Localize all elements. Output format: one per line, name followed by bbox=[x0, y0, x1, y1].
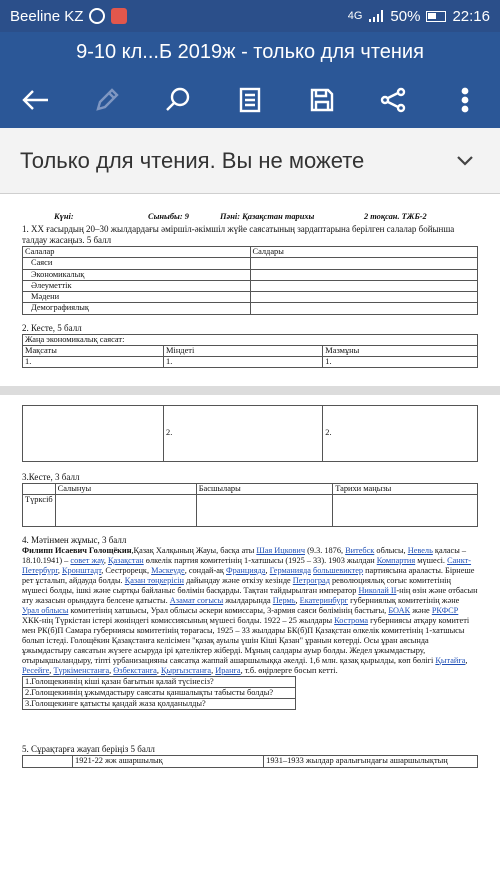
table-cell: 2.Голощекиннің ұжымдастыру саясаты қаншалықты табысты болды? bbox=[23, 687, 296, 698]
table-cell: 2. bbox=[323, 406, 478, 462]
text-link[interactable]: Мәскеуде bbox=[151, 566, 185, 576]
text-span: , bbox=[49, 665, 54, 675]
text-span: , bbox=[465, 655, 468, 665]
text-link[interactable]: Шая Ицкович bbox=[256, 546, 306, 556]
status-bar bbox=[0, 0, 500, 32]
text-link[interactable]: Петроград bbox=[292, 576, 330, 586]
text-link[interactable]: Кронштадт bbox=[61, 566, 102, 576]
table-famine bbox=[22, 755, 478, 767]
text-span: мүшесі. bbox=[415, 556, 448, 566]
table-cell bbox=[55, 495, 196, 527]
text-span: партиясына араласты. Бірнеше рет ұсталып, айдауда болды. bbox=[22, 566, 475, 586]
table-title: Жаңа экономикалық саясат: bbox=[23, 334, 478, 345]
text-link[interactable]: Ресейге bbox=[22, 665, 50, 675]
table-cell: 1. bbox=[164, 357, 323, 368]
save-button[interactable] bbox=[305, 83, 339, 117]
text-span: дайындау және өткізу кезінде bbox=[184, 576, 293, 586]
text-span: , bbox=[109, 665, 114, 675]
table-header: 1921-22 жж ашаршылық bbox=[73, 756, 264, 767]
table-header: Мақсаты bbox=[23, 345, 164, 356]
table-header: Мазмұны bbox=[323, 345, 478, 356]
reading-view-icon bbox=[239, 87, 261, 113]
text-link[interactable]: Түркіменстанға bbox=[53, 665, 110, 675]
table-cell: 1. bbox=[23, 357, 164, 368]
more-icon bbox=[461, 87, 469, 113]
text-span: -нің өзін және отбасын ату жазасын орындауға белсене қатысты. bbox=[22, 586, 478, 605]
text-link[interactable]: Қазақстан bbox=[107, 556, 144, 566]
table-cell bbox=[250, 258, 478, 269]
battery-percent: 50% bbox=[390, 7, 421, 25]
table-cell: Экономикалық bbox=[23, 269, 251, 280]
text-span: қаласы – 18.10.1941) – bbox=[22, 546, 467, 566]
table-turksib bbox=[22, 483, 478, 527]
text-link[interactable]: Қырғызстанға bbox=[160, 665, 212, 675]
text-link[interactable]: большевиктер bbox=[313, 566, 364, 576]
text-link[interactable]: РКФСР bbox=[431, 605, 459, 615]
text-span: жылдарында bbox=[223, 595, 273, 605]
worksheet-header bbox=[54, 212, 478, 222]
text-span: комитетінің хатшысы, Урал облысы әскери комиссары, 3-армия саяси бөлімінің бастығы, bbox=[68, 605, 389, 615]
table-header: 1931–1933 жылдар аралығындағы ашаршылықтың bbox=[264, 756, 478, 767]
text-span: губерниялық комитетінің және bbox=[348, 595, 460, 605]
table-cell: 1.Голощекиннің кіші қазан бағытын қалай түсінесіз? bbox=[23, 676, 296, 687]
text-span: , Сестрорецк, bbox=[101, 566, 152, 576]
back-icon bbox=[21, 89, 49, 111]
text-link[interactable]: Урал облысы bbox=[22, 605, 69, 615]
question-1: 1. XX ғасырдың 20–30 жылдардағы әміршіл-әкімшіл жүйе саясатының зардаптарына берілген салалар бойынша талдау жасаңыз. 5 балл bbox=[22, 224, 455, 246]
text-link[interactable]: Германияда bbox=[269, 566, 311, 576]
text-link[interactable]: Екатеринбург bbox=[299, 595, 349, 605]
text-name: Филипп Исаевич Голощёкин bbox=[22, 546, 132, 556]
signal-icon bbox=[368, 9, 384, 23]
chevron-down-icon bbox=[456, 155, 474, 167]
edit-button[interactable] bbox=[90, 83, 124, 117]
text-link[interactable]: Қазан төңкерісін bbox=[124, 576, 184, 586]
text-link[interactable]: Витебск bbox=[345, 546, 375, 556]
text-span: , bbox=[211, 665, 216, 675]
text-span: өлкелік партия комитетінің 1-хатшысы (1925 – 33). 1903 жылдан bbox=[143, 556, 377, 566]
table-cell: Түрксіб bbox=[23, 495, 56, 527]
text-span: , bbox=[265, 566, 270, 576]
table-nep bbox=[22, 334, 478, 369]
network-label: 4G bbox=[347, 10, 363, 22]
search-icon bbox=[165, 87, 191, 113]
text-link[interactable]: Өзбекстанға bbox=[113, 665, 157, 675]
carrier-label: Beeline KZ bbox=[10, 7, 84, 25]
text-link[interactable]: БОАК bbox=[388, 605, 411, 615]
text-span: губерниясы атқару комитеті мен РК(б)П Самара губерниясы комитетінің төрағасы, 1925 – 33 жылдары БК(б)П Қазақстан өлкелік комитетінің 1-хатшысы болып істеді. Голощёкин Қазақстанға келісімен "қазақ ауылы үшін Кіші Қазан" ұранын көтерді. Осы ұран аясында ұжымдастыру саясатын жүзеге асыруда ірі қателіктер жіберді. Мұның салдары ауыр болды. Жедел ұжымдастыру, отырықшыландыру, тіпті урбанизацияны саясатқа жаппай ашаршылыққа әкелді. 1,6 млн. қазақ қырылды, көп бөлігі bbox=[22, 615, 470, 665]
text-span: , bbox=[103, 556, 108, 566]
reading-view-button[interactable] bbox=[233, 83, 267, 117]
table-header: Салалар bbox=[23, 247, 251, 258]
text-link[interactable]: Францияда bbox=[226, 566, 266, 576]
back-button[interactable] bbox=[18, 83, 52, 117]
text-span: ХКК-нің Түркістан істері жөніндегі комиссиясының мүшесі болды. 1922 – 25 жылдары bbox=[22, 615, 335, 625]
text-span: , bbox=[156, 665, 161, 675]
notification-icon bbox=[111, 8, 127, 24]
read-only-message: Только для чтения. Вы не можете bbox=[20, 147, 365, 173]
table-cell bbox=[250, 303, 478, 314]
table-questions bbox=[22, 676, 296, 711]
table-cell bbox=[196, 495, 333, 527]
text-span: , bbox=[295, 595, 300, 605]
table-header: Басшылары bbox=[196, 483, 333, 494]
battery-icon bbox=[426, 11, 446, 22]
text-span: және bbox=[410, 605, 432, 615]
text-link[interactable]: Компартия bbox=[376, 556, 416, 566]
header-class: Сыныбы: 9 bbox=[148, 212, 189, 221]
text-link[interactable]: Қытайға bbox=[435, 655, 466, 665]
more-button[interactable] bbox=[448, 83, 482, 117]
table-header: Міндеті bbox=[164, 345, 323, 356]
table-cell: Демографиялық bbox=[23, 303, 251, 314]
table-consequences bbox=[22, 246, 478, 315]
clock: 22:16 bbox=[452, 7, 490, 25]
document-title: 9-10 кл...Б 2019ж - только для чтения bbox=[0, 32, 500, 72]
table-cell: 2. bbox=[164, 406, 323, 462]
text-link[interactable]: Санкт-Петербург bbox=[22, 556, 472, 576]
question-3: 3.Кесте, 3 балл bbox=[22, 472, 80, 482]
search-button[interactable] bbox=[161, 83, 195, 117]
table-cell bbox=[250, 280, 478, 291]
share-icon bbox=[380, 87, 406, 113]
header-quarter: 2 тоқсан. ТЖБ-2 bbox=[364, 212, 427, 221]
read-only-banner[interactable] bbox=[0, 128, 500, 194]
text-span: (9.3. 1876, bbox=[305, 546, 346, 556]
header-subject: Пәні: Қазақстан тарихы bbox=[220, 212, 315, 221]
text-link[interactable]: Невель bbox=[407, 546, 433, 556]
table-cell bbox=[333, 495, 478, 527]
table-cell: Саяси bbox=[23, 258, 251, 269]
toolbar bbox=[0, 72, 500, 128]
whatsapp-icon bbox=[89, 8, 105, 24]
text-span: , bbox=[57, 566, 62, 576]
text-span: облысы, bbox=[374, 546, 408, 556]
text-link[interactable]: Иранға bbox=[215, 665, 241, 675]
share-button[interactable] bbox=[376, 83, 410, 117]
table-cell: Мәдени bbox=[23, 292, 251, 303]
text-link[interactable]: Азамат соғысы bbox=[169, 595, 224, 605]
table-cell: 3.Голощекинге қатысты қандай жаза қолданылды? bbox=[23, 699, 296, 710]
text-link[interactable]: совет жау bbox=[70, 556, 104, 566]
table-header: Салынуы bbox=[55, 483, 196, 494]
table-cell bbox=[250, 292, 478, 303]
question-4: 4. Мәтінмен жұмыс, 3 балл bbox=[22, 535, 127, 546]
text-link[interactable]: Николай II bbox=[358, 586, 397, 595]
table-header: Тарихи маңызы bbox=[333, 483, 478, 494]
table-cell: 1. bbox=[323, 357, 478, 368]
question-2: 2. Кесте, 5 балл bbox=[22, 322, 82, 333]
text-link[interactable]: Кострома bbox=[334, 615, 369, 625]
document-page-1 bbox=[0, 194, 500, 386]
table-cell bbox=[23, 406, 164, 462]
text-span: , сондай-ақ bbox=[184, 566, 227, 576]
text-span: ,Қазақ Халқының Жауы, басқа аты bbox=[131, 546, 257, 556]
table-cell: Әлеуметтік bbox=[23, 280, 251, 291]
text-span: революциялық соғыс комитетінің мүшесі болды, ішкі және сыртқы байланыс бөлімін басқарды. Тақтан тайдырылған император bbox=[22, 576, 451, 595]
table-cell bbox=[23, 756, 73, 767]
text-link[interactable]: Пермь bbox=[272, 595, 296, 605]
document-page-2 bbox=[0, 395, 500, 888]
table-header: Салдары bbox=[250, 247, 478, 258]
header-date: Күні: bbox=[54, 212, 74, 221]
expand-banner-button[interactable] bbox=[450, 146, 480, 176]
reading-text bbox=[22, 546, 478, 675]
table-header bbox=[23, 483, 56, 494]
question-5: 5. Сұрақтарға жауап беріңіз 5 балл bbox=[22, 744, 155, 755]
text-span: , т.б. өңірлерге босып кетті. bbox=[240, 665, 338, 675]
pencil-icon bbox=[94, 87, 120, 113]
table-cell bbox=[250, 269, 478, 280]
table-nep-continued bbox=[22, 405, 478, 462]
save-icon bbox=[310, 88, 334, 112]
